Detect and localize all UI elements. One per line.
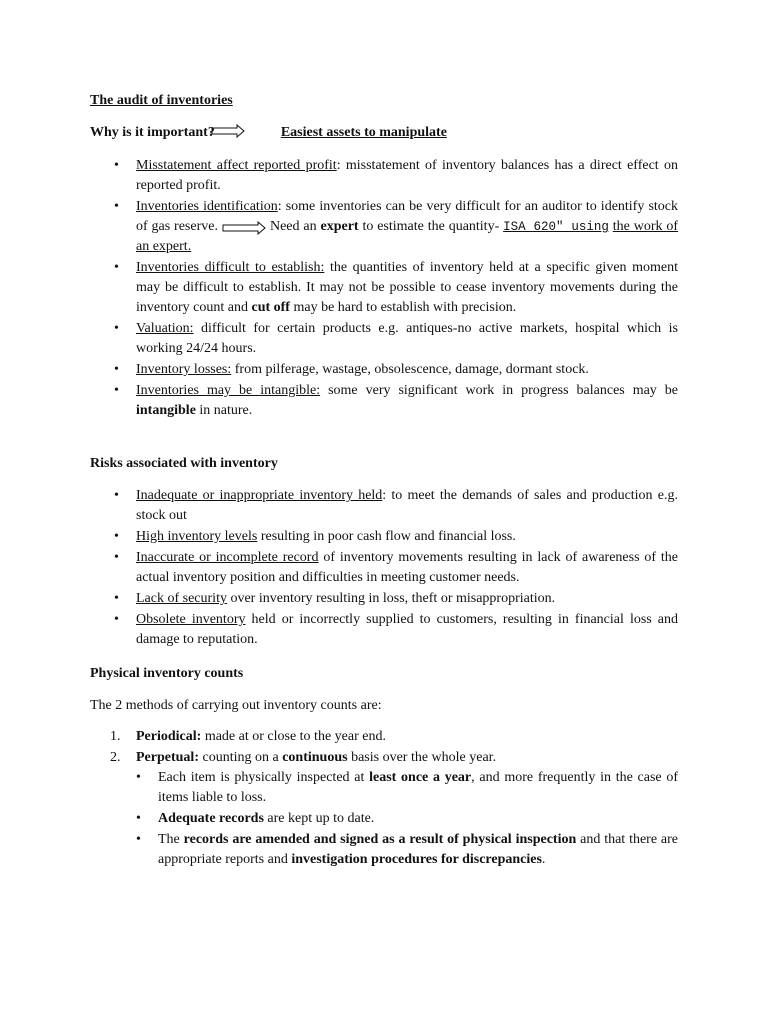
list-item: • High inventory levels resulting in poor cash flow and financial loss. xyxy=(136,527,678,547)
list-item: • Each item is physically inspected at least once a year, and more frequently in the case of items liable to loss. xyxy=(158,768,678,808)
list-item: • The records are amended and signed as a result of physical inspection and that there are appropriate reports and investigation procedures for discrepancies. xyxy=(158,830,678,870)
list-item: • Inventories identification: some inventories can be very difficult for an auditor to identify stock of gas reserve. Need an expert to estimate the quantity- ISA 620" using the work of an expert. xyxy=(136,197,678,257)
list-item: • Inadequate or inappropriate inventory held: to meet the demands of sales and production e.g. stock out xyxy=(136,486,678,526)
list-item: • Lack of security over inventory resulting in loss, theft or misappropriation. xyxy=(136,589,678,609)
right-arrow-icon xyxy=(222,221,266,235)
doc-title: The audit of inventories xyxy=(90,93,233,108)
list-item: • Inventories difficult to establish: the quantities of inventory held at a specific given moment may be difficult to establish. It may not be possible to cease inventory movements during the inventory count and cut off may be hard to establish with precision. xyxy=(136,258,678,318)
risks-list xyxy=(136,486,678,651)
counts-heading: Physical inventory counts xyxy=(90,666,244,681)
list-item: • Inventory losses: from pilferage, wastage, obsolescence, damage, dormant stock. xyxy=(136,360,678,380)
list-item: • Obsolete inventory held or incorrectly supplied to customers, resulting in financial loss and damage to reputation. xyxy=(136,610,678,650)
right-arrow-icon xyxy=(211,124,245,138)
list-item: 1. Periodical: made at or close to the year end. xyxy=(110,729,386,744)
list-item: • Inventories may be intangible: some very significant work in progress balances may be intangible in nature. xyxy=(136,381,678,421)
risks-heading: Risks associated with inventory xyxy=(90,456,278,471)
counts-intro: The 2 methods of carrying out inventory counts are: xyxy=(90,698,382,713)
list-item: • Inaccurate or incomplete record of inventory movements resulting in lack of awareness of the actual inventory position and difficulties in meeting customer needs. xyxy=(136,548,678,588)
list-item: • Valuation: difficult for certain products e.g. antiques-no active markets, hospital which is working 24/24 hours. xyxy=(136,319,678,359)
list-item: 2. Perpetual: counting on a continuous basis over the whole year. xyxy=(110,750,497,765)
why-heading: Why is it important? xyxy=(90,125,215,140)
list-item: • Misstatement affect reported profit: misstatement of inventory balances has a direct effect on reported profit. xyxy=(136,156,678,196)
importance-list xyxy=(136,156,678,422)
perpetual-sublist xyxy=(158,768,678,871)
methods-list xyxy=(110,727,678,769)
why-important-line xyxy=(90,123,678,143)
why-answer: Easiest assets to manipulate xyxy=(280,125,447,140)
list-item: • Adequate records are kept up to date. xyxy=(158,809,678,829)
